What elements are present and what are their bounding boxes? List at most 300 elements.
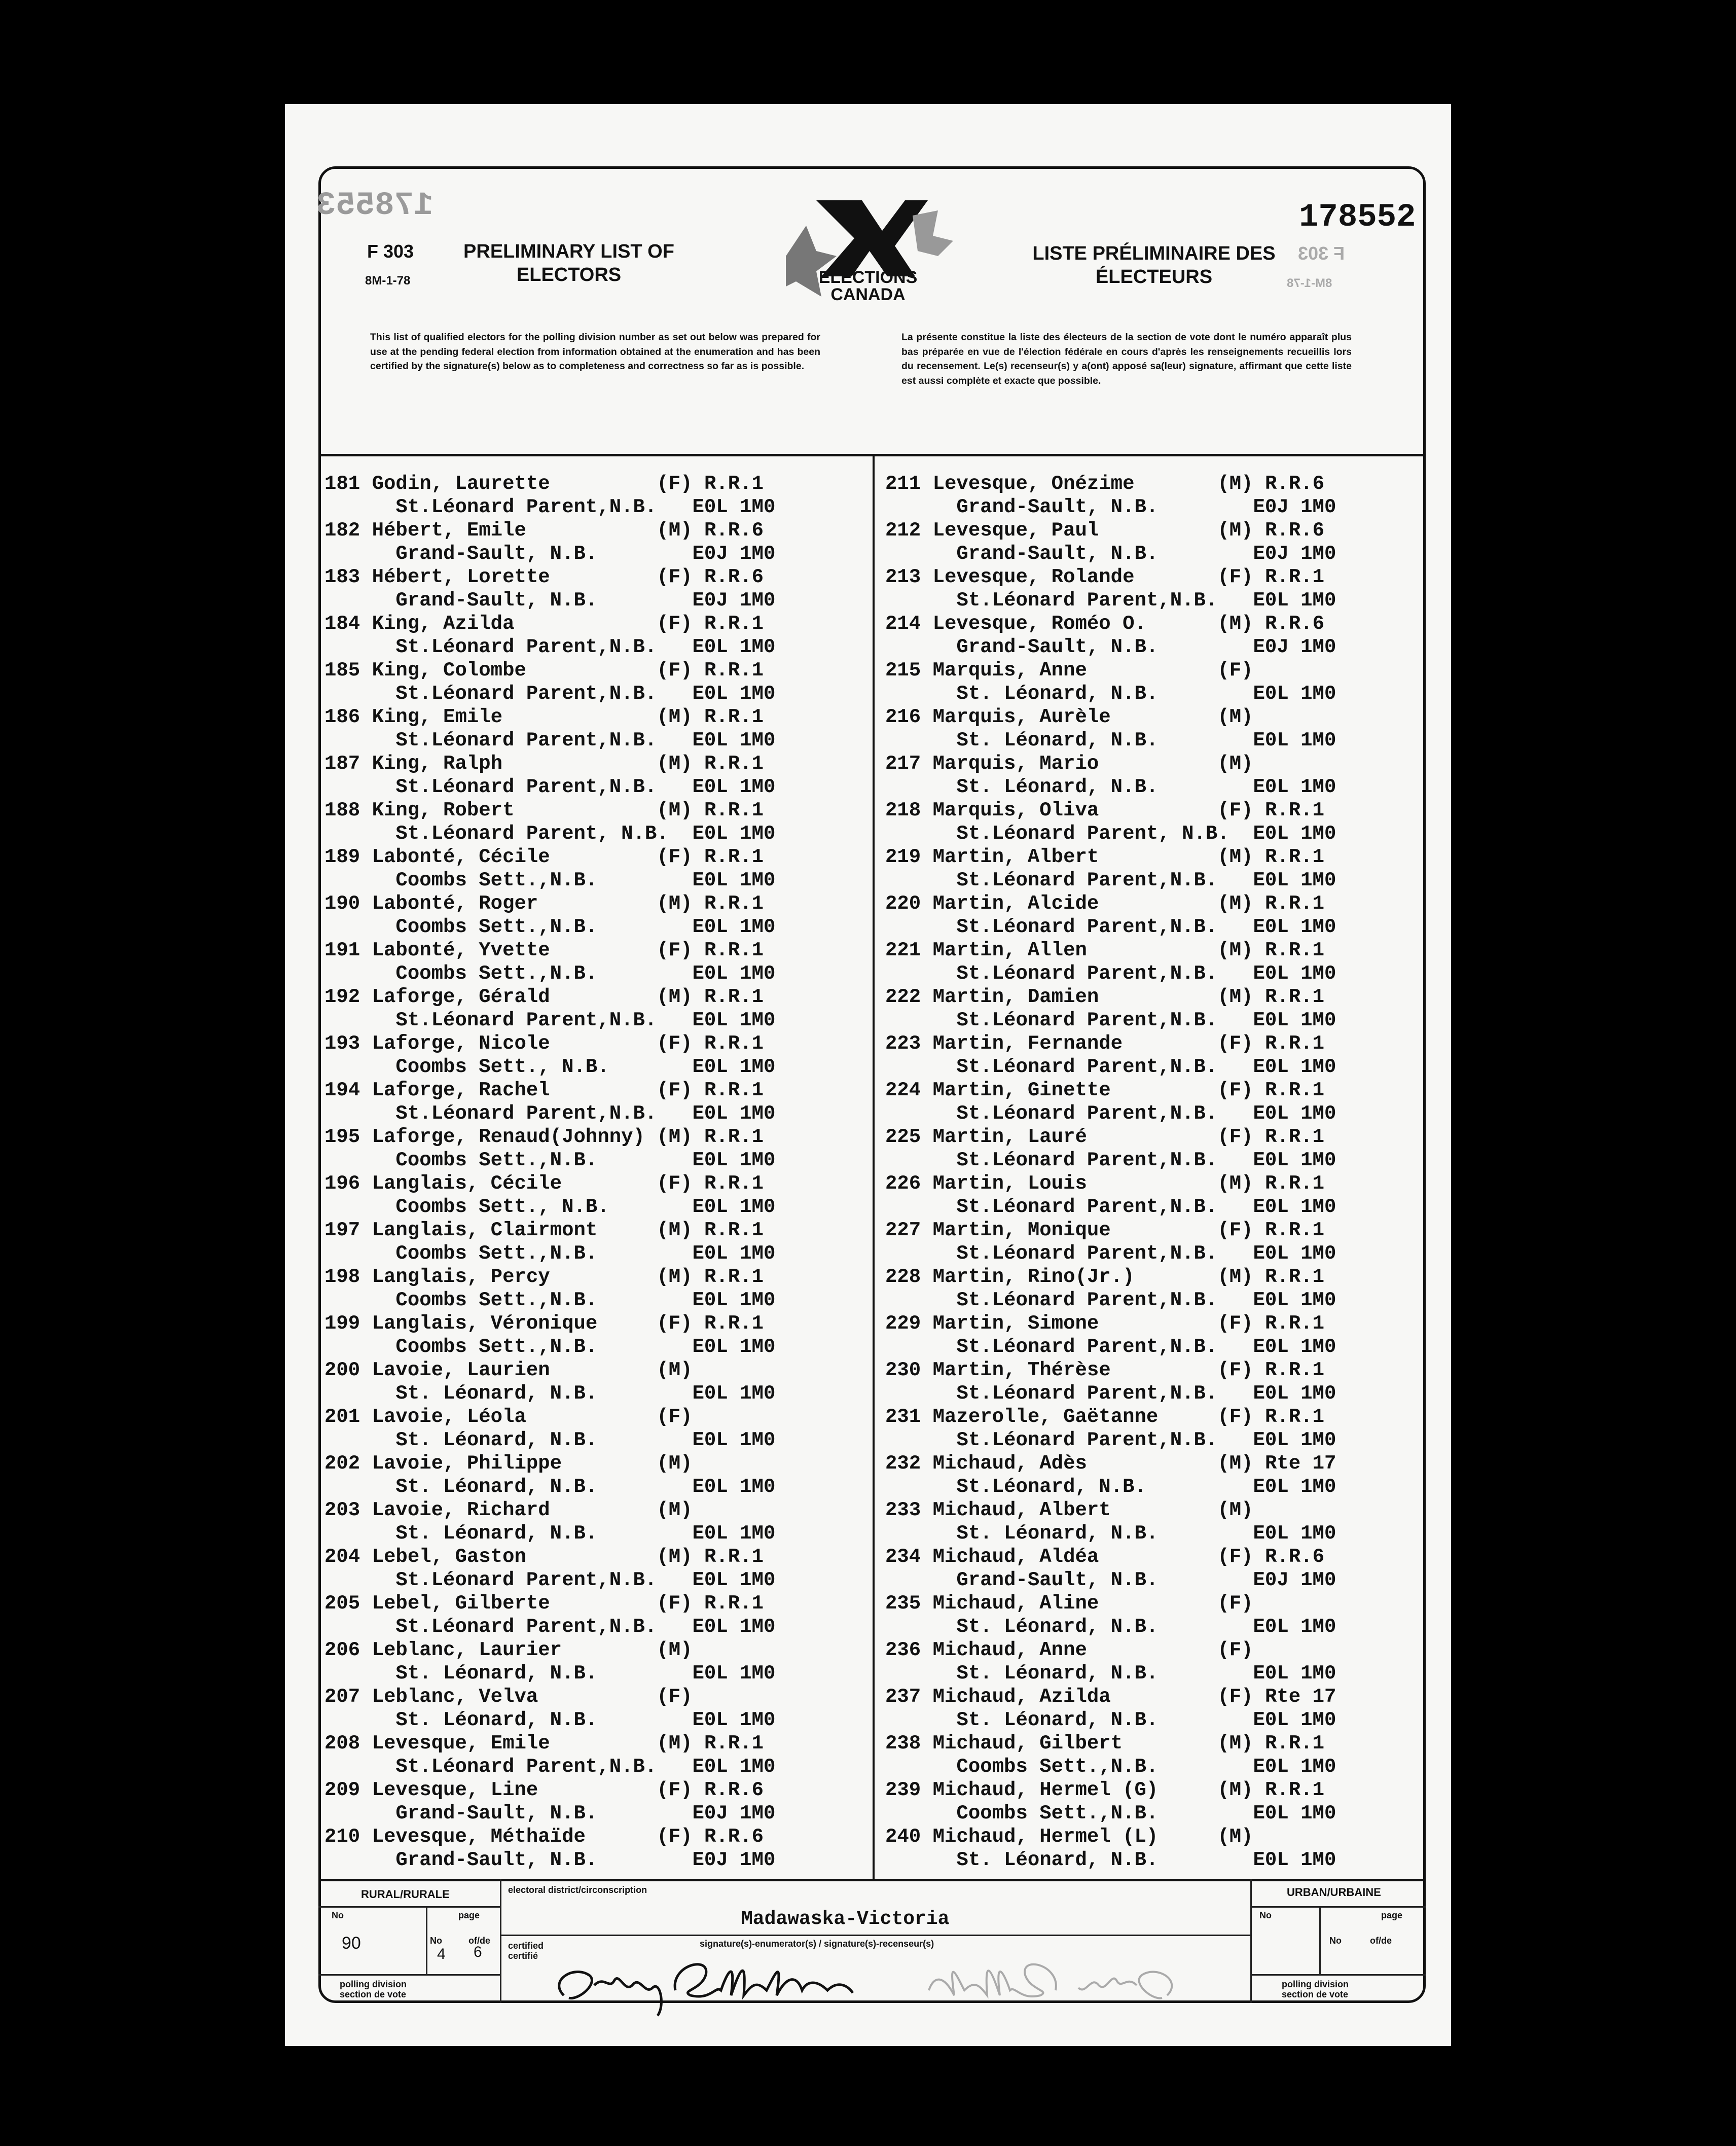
elector-address: St.Léonard Parent,N.B. [324, 1756, 693, 1778]
elector-number: 201 [324, 1406, 372, 1428]
elector-postal-code: E0L 1M0 [1253, 1849, 1336, 1871]
elector-address: Grand-Sault, N.B. [885, 1569, 1253, 1591]
elector-number: 211 [885, 473, 933, 495]
elector-postal-code: E0L 1M0 [692, 683, 776, 705]
elector-name: Levesque, Roméo O. [932, 613, 1218, 635]
elector-route: R.R.1 [1264, 1312, 1324, 1335]
elector-sex: (F) [657, 473, 704, 495]
elector-entry-line1 [885, 612, 1336, 635]
elector-route: R.R.1 [1264, 1032, 1324, 1055]
elector-number: 212 [885, 519, 933, 542]
elector-address: St. Léonard, N.B. [885, 1522, 1253, 1545]
footer-line [1250, 1879, 1252, 2003]
elector-postal-code: E0J 1M0 [692, 1802, 776, 1825]
elector-entry-line2 [324, 1522, 775, 1545]
elector-entry-line1 [324, 1452, 775, 1475]
elector-entry-line2 [324, 822, 775, 845]
elector-name: Lebel, Gilberte [372, 1592, 657, 1615]
elector-entry-line2 [885, 869, 1336, 892]
elector-route: R.R.1 [1264, 892, 1324, 915]
elector-name: Levesque, Rolande [932, 566, 1218, 588]
elector-sex: (F) [657, 1592, 704, 1615]
elector-address: Coombs Sett.,N.B. [324, 869, 693, 891]
elector-entry-line2 [885, 682, 1336, 705]
urban-page-label: page [1381, 1910, 1403, 1920]
elector-entry-line2 [324, 1382, 775, 1405]
elector-address: St. Léonard, N.B. [885, 1849, 1253, 1871]
elector-name: Lavoie, Léola [372, 1406, 657, 1428]
elector-route: R.R.1 [1264, 799, 1324, 821]
elector-entry-line2 [885, 542, 1336, 565]
elector-entry-line1 [885, 1638, 1336, 1662]
elector-route: R.R.1 [704, 1592, 764, 1615]
elector-entry-line2 [885, 589, 1336, 612]
elector-number: 214 [885, 613, 933, 635]
elector-entry-line2 [885, 1708, 1336, 1732]
elector-name: Michaud, Azilda [932, 1686, 1218, 1708]
rural-label: RURAL/RURALE [361, 1888, 450, 1901]
elector-number: 216 [885, 706, 933, 728]
elector-number: 224 [885, 1079, 933, 1101]
elector-route: R.R.1 [1264, 1266, 1324, 1288]
elector-address: St.Léonard Parent,N.B. [324, 776, 693, 798]
elector-number: 231 [885, 1406, 933, 1428]
elector-postal-code: E0L 1M0 [692, 822, 776, 845]
elector-address: St. Léonard, N.B. [885, 1709, 1253, 1731]
elector-entry-line2 [324, 775, 775, 799]
elector-number: 230 [885, 1359, 933, 1381]
elector-route: Rte 17 [1264, 1452, 1336, 1475]
footer-line [318, 1906, 501, 1908]
elector-postal-code: E0L 1M0 [692, 1429, 776, 1451]
elector-sex: (F) [657, 1032, 704, 1055]
elector-entry-line2 [324, 1055, 775, 1079]
elector-address: St. Léonard, N.B. [324, 1429, 693, 1451]
elector-address: St.Léonard Parent,N.B. [324, 496, 693, 518]
elector-name: Laforge, Renaud(Johnny) [372, 1126, 657, 1148]
elector-address: Coombs Sett.,N.B. [324, 916, 693, 938]
elector-number: 202 [324, 1452, 372, 1475]
elector-route: R.R.1 [1264, 1779, 1324, 1801]
elector-route: R.R.1 [704, 799, 764, 821]
document-sheet [285, 104, 1451, 2046]
elector-address: Coombs Sett.,N.B. [885, 1756, 1253, 1778]
elector-postal-code: E0L 1M0 [1253, 1476, 1336, 1498]
elector-name: Laforge, Gérald [372, 986, 657, 1008]
elector-sex: (M) [657, 1452, 704, 1475]
elector-number: 206 [324, 1639, 372, 1661]
elector-postal-code: E0L 1M0 [692, 1056, 776, 1078]
elector-entry-line2 [885, 775, 1336, 799]
elector-entry-line1 [885, 1452, 1336, 1475]
elector-sex: (M) [1217, 1779, 1265, 1801]
elector-entry-line1 [324, 845, 775, 869]
elector-number: 227 [885, 1219, 933, 1241]
elector-number: 194 [324, 1079, 372, 1101]
elector-number: 240 [885, 1826, 933, 1848]
elector-number: 225 [885, 1126, 933, 1148]
elector-route: R.R.1 [1264, 1172, 1324, 1195]
elector-address: Grand-Sault, N.B. [324, 589, 693, 612]
elector-sex: (M) [1217, 519, 1265, 542]
elector-number: 187 [324, 753, 372, 775]
form-code-mirrored: F 303 [1298, 243, 1345, 264]
elector-sex: (F) [657, 846, 704, 868]
elector-route: R.R.1 [1264, 1219, 1324, 1241]
elector-postal-code: E0L 1M0 [1253, 1662, 1336, 1685]
elector-number: 208 [324, 1732, 372, 1755]
elector-postal-code: E0J 1M0 [1253, 543, 1336, 565]
elector-route: R.R.1 [1264, 1126, 1324, 1148]
elector-entry-line1 [324, 1079, 775, 1102]
form-date-mirrored: 8M-1-78 [1287, 276, 1332, 290]
elector-sex: (F) [657, 1826, 704, 1848]
elector-entry-line2 [324, 682, 775, 705]
elector-sex: (F) [657, 1406, 704, 1428]
elector-name: Leblanc, Velva [372, 1686, 657, 1708]
elector-entry-line1 [324, 705, 775, 729]
elector-postal-code: E0L 1M0 [692, 496, 776, 518]
elector-name: Martin, Louis [932, 1172, 1218, 1195]
elector-postal-code: E0L 1M0 [1253, 729, 1336, 752]
elector-entry-line1 [885, 892, 1336, 915]
elector-number: 184 [324, 613, 372, 635]
elector-sex: (F) [1217, 566, 1265, 588]
elector-entry-line2 [885, 495, 1336, 519]
elector-number: 196 [324, 1172, 372, 1195]
elector-sex: (F) [1217, 1639, 1265, 1661]
elector-name: Mazerolle, Gaëtanne [932, 1406, 1218, 1428]
elector-postal-code: E0L 1M0 [692, 1476, 776, 1498]
elector-address: Grand-Sault, N.B. [324, 543, 693, 565]
elector-sex: (M) [657, 1219, 704, 1241]
elector-route: R.R.6 [704, 1826, 764, 1848]
elector-route: R.R.1 [704, 1312, 764, 1335]
elector-entry-line2 [885, 1195, 1336, 1219]
elector-entry-line2 [885, 1802, 1336, 1825]
elector-sex: (F) [1217, 1592, 1265, 1615]
elector-address: St.Léonard Parent,N.B. [324, 1616, 693, 1638]
electoral-district-label: electoral district/circonscription [508, 1885, 647, 1895]
elector-name: Martin, Thérèse [932, 1359, 1218, 1381]
elector-entry-line1 [885, 939, 1336, 962]
footer-line [1250, 1974, 1426, 1976]
elector-number: 228 [885, 1266, 933, 1288]
elector-route: R.R.1 [704, 1126, 764, 1148]
elector-postal-code: E0L 1M0 [692, 1616, 776, 1638]
elector-sex: (M) [657, 1359, 704, 1381]
elector-entry-line1 [324, 1405, 775, 1428]
elector-sex: (F) [1217, 1126, 1265, 1148]
elector-postal-code: E0L 1M0 [1253, 1802, 1336, 1825]
title-english: PRELIMINARY LIST OF ELECTORS [463, 241, 674, 285]
elector-sex: (M) [1217, 1452, 1265, 1475]
elector-route: R.R.1 [704, 706, 764, 728]
of-label: of/de [468, 1936, 490, 1946]
elector-entry-line1 [324, 752, 775, 775]
elector-sex: (M) [1217, 613, 1265, 635]
elector-sex: (F) [1217, 1079, 1265, 1101]
elector-address: St.Léonard Parent,N.B. [885, 869, 1253, 891]
elector-entry-line2 [885, 1662, 1336, 1685]
elector-number: 198 [324, 1266, 372, 1288]
elector-entry-line2 [885, 1475, 1336, 1498]
elector-sex: (F) [657, 566, 704, 588]
elector-sex: (M) [1217, 986, 1265, 1008]
elector-number: 197 [324, 1219, 372, 1241]
logo-text: ELECTIONS CANADA [818, 268, 918, 304]
elector-entry-line1 [885, 1405, 1336, 1428]
elector-name: Langlais, Cécile [372, 1172, 657, 1195]
elector-postal-code: E0L 1M0 [1253, 1382, 1336, 1405]
elector-address: St. Léonard, N.B. [324, 1522, 693, 1545]
elector-name: Martin, Allen [932, 939, 1218, 961]
elector-address: Coombs Sett.,N.B. [324, 1242, 693, 1265]
elector-postal-code: E0L 1M0 [1253, 1336, 1336, 1358]
elector-address: Grand-Sault, N.B. [885, 543, 1253, 565]
elector-route: R.R.6 [704, 519, 764, 542]
elector-address: Grand-Sault, N.B. [885, 636, 1253, 658]
elector-entry-line1 [885, 1312, 1336, 1335]
elector-entry-line2 [324, 1102, 775, 1125]
elector-name: King, Robert [372, 799, 657, 821]
elector-address: St.Léonard Parent,N.B. [324, 729, 693, 752]
elector-entry-line2 [324, 1662, 775, 1685]
title-french: LISTE PRÉLIMINAIRE DES ÉLECTEURS [1032, 243, 1276, 288]
elector-route: R.R.1 [1264, 1079, 1324, 1101]
elector-entry-line1 [885, 1778, 1336, 1802]
page-no-label: No [430, 1936, 442, 1946]
elector-sex: (M) [657, 1639, 704, 1661]
elector-route: R.R.1 [704, 1079, 764, 1101]
elector-name: Marquis, Mario [932, 753, 1218, 775]
elector-name: Martin, Damien [932, 986, 1218, 1008]
elector-entry-line2 [324, 869, 775, 892]
elector-route: R.R.1 [1264, 986, 1324, 1008]
elector-number: 229 [885, 1312, 933, 1335]
elector-entry-line2 [324, 1802, 775, 1825]
elector-address: St. Léonard, N.B. [324, 1476, 693, 1498]
elector-route: R.R.6 [1264, 613, 1324, 635]
column-divider [873, 454, 875, 1880]
elector-postal-code: E0L 1M0 [692, 1569, 776, 1591]
elector-sex: (M) [657, 1546, 704, 1568]
elector-name: Marquis, Oliva [932, 799, 1218, 821]
enumerator-signature [544, 1945, 858, 2021]
elector-sex: (F) [1217, 1032, 1265, 1055]
elector-entry-line2 [885, 1149, 1336, 1172]
elector-postal-code: E0L 1M0 [692, 1149, 776, 1171]
elector-entry-line1 [324, 1685, 775, 1708]
elector-entry-line1 [324, 1032, 775, 1055]
page-label: page [458, 1910, 480, 1920]
elector-entry-line2 [324, 1848, 775, 1872]
elector-entry-line2 [885, 1009, 1336, 1032]
elector-name: Labonté, Yvette [372, 939, 657, 961]
elector-entry-line2 [324, 495, 775, 519]
footer-line [1319, 1906, 1321, 1975]
signature-label: signature(s)-enumerator(s) / signature(s)-recenseur(s) [700, 1939, 934, 1949]
elector-postal-code: E0L 1M0 [1253, 1149, 1336, 1171]
elector-sex: (M) [1217, 1826, 1265, 1848]
elector-sex: (M) [657, 799, 704, 821]
elector-sex: (M) [657, 986, 704, 1008]
elector-entry-line2 [885, 962, 1336, 985]
elector-route: R.R.1 [1264, 1359, 1324, 1381]
elector-entry-line2 [324, 1615, 775, 1638]
elector-entry-line2 [324, 589, 775, 612]
elector-address: St.Léonard Parent,N.B. [885, 1149, 1253, 1171]
elector-sex: (M) [1217, 892, 1265, 915]
elector-number: 220 [885, 892, 933, 915]
elector-route: R.R.1 [704, 613, 764, 635]
elector-route: R.R.6 [1264, 473, 1324, 495]
elector-address: Grand-Sault, N.B. [324, 1849, 693, 1871]
elector-sex: (F) [657, 1779, 704, 1801]
elector-number: 193 [324, 1032, 372, 1055]
elector-number: 191 [324, 939, 372, 961]
elector-address: Grand-Sault, N.B. [885, 496, 1253, 518]
elector-route: R.R.6 [1264, 519, 1324, 542]
intro-french: La présente constitue la liste des électeurs de la section de vote dont le numéro apparaît plus bas préparée en vue de l'élection fédérale en cours d'après les renseignements recueillis lors du recensement. Le(s) recenseur(s) y a(ont) apposé sa(leur) signature, affirmant que cette liste est aussi complète et exacte que possible. [901, 332, 1352, 386]
elector-entry-line1 [885, 799, 1336, 822]
elector-address: St. Léonard, N.B. [885, 1662, 1253, 1685]
elector-number: 186 [324, 706, 372, 728]
electors-list-left [324, 472, 775, 1872]
elector-entry-line1 [324, 939, 775, 962]
elector-entry-line1 [885, 1498, 1336, 1522]
elector-entry-line2 [885, 1615, 1336, 1638]
elector-entry-line2 [324, 1708, 775, 1732]
elector-name: Michaud, Anne [932, 1639, 1218, 1661]
elector-number: 221 [885, 939, 933, 961]
elector-number: 213 [885, 566, 933, 588]
elector-sex: (M) [1217, 1499, 1265, 1521]
urban-page-no-label: No [1329, 1936, 1342, 1946]
elector-route: R.R.6 [704, 1779, 764, 1801]
elector-entry-line1 [885, 1592, 1336, 1615]
elector-name: Labonté, Roger [372, 892, 657, 915]
elector-entry-line1 [324, 1778, 775, 1802]
elector-postal-code: E0L 1M0 [692, 1242, 776, 1265]
elector-postal-code: E0L 1M0 [1253, 1056, 1336, 1078]
elector-number: 203 [324, 1499, 372, 1521]
elector-postal-code: E0L 1M0 [692, 916, 776, 938]
elector-name: Hébert, Emile [372, 519, 657, 542]
elector-entry-line2 [885, 1755, 1336, 1778]
elector-entry-line1 [324, 1545, 775, 1568]
elector-number: 192 [324, 986, 372, 1008]
elector-entry-line2 [885, 1568, 1336, 1592]
elector-postal-code: E0L 1M0 [692, 1009, 776, 1031]
elector-number: 238 [885, 1732, 933, 1755]
elector-sex: (M) [657, 892, 704, 915]
elector-entry-line1 [885, 1219, 1336, 1242]
elector-postal-code: E0L 1M0 [1253, 1616, 1336, 1638]
elector-name: Levesque, Méthaïde [372, 1826, 657, 1848]
elector-postal-code: E0L 1M0 [692, 1709, 776, 1731]
elector-number: 188 [324, 799, 372, 821]
elector-postal-code: E0L 1M0 [1253, 1522, 1336, 1545]
elector-sex: (M) [657, 1126, 704, 1148]
elector-name: King, Emile [372, 706, 657, 728]
elector-address: St.Léonard Parent,N.B. [885, 1242, 1253, 1265]
footer-divider [318, 1879, 1426, 1881]
serial-number-mirrored: 178553 [316, 188, 433, 224]
elector-entry-line2 [324, 542, 775, 565]
mirrored-signature-ghost [883, 1945, 1187, 2016]
elector-postal-code: E0J 1M0 [692, 1849, 776, 1871]
elector-postal-code: E0L 1M0 [1253, 776, 1336, 798]
elector-name: Langlais, Véronique [372, 1312, 657, 1335]
header-divider [318, 454, 1426, 456]
elector-entry-line2 [885, 1848, 1336, 1872]
form-date: 8M-1-78 [365, 274, 411, 288]
elector-address: Coombs Sett.,N.B. [324, 1336, 693, 1358]
elector-sex: (F) [1217, 1359, 1265, 1381]
elector-number: 190 [324, 892, 372, 915]
elector-name: Godin, Laurette [372, 473, 657, 495]
elector-number: 215 [885, 659, 933, 682]
elector-postal-code: E0L 1M0 [1253, 822, 1336, 845]
urban-polling-division-label: polling division section de vote [1282, 1979, 1349, 1999]
elector-postal-code: E0L 1M0 [692, 1522, 776, 1545]
elector-route: R.R.1 [704, 1732, 764, 1755]
elector-entry-line1 [324, 1638, 775, 1662]
elector-entry-line1 [885, 1545, 1336, 1568]
urban-label: URBAN/URBAINE [1287, 1886, 1381, 1899]
elector-entry-line1 [324, 472, 775, 495]
elector-address: St.Léonard Parent,N.B. [324, 683, 693, 705]
elector-sex: (F) [657, 939, 704, 961]
elector-entry-line2 [324, 962, 775, 985]
elector-postal-code: E0L 1M0 [1253, 1242, 1336, 1265]
elector-sex: (F) [657, 1079, 704, 1101]
elector-entry-line1 [324, 799, 775, 822]
elector-route: R.R.1 [704, 939, 764, 961]
elector-address: Grand-Sault, N.B. [324, 1802, 693, 1825]
elector-name: King, Ralph [372, 753, 657, 775]
elector-number: 233 [885, 1499, 933, 1521]
elector-postal-code: E0L 1M0 [1253, 962, 1336, 985]
elector-number: 236 [885, 1639, 933, 1661]
elector-entry-line2 [885, 1289, 1336, 1312]
elector-sex: (M) [657, 706, 704, 728]
elector-postal-code: E0L 1M0 [692, 636, 776, 658]
certified-label: certified certifié [508, 1941, 544, 1961]
elector-address: St.Léonard, N.B. [885, 1476, 1253, 1498]
footer-line [426, 1906, 427, 1975]
elector-entry-line1 [885, 1732, 1336, 1755]
elector-postal-code: E0L 1M0 [1253, 869, 1336, 891]
elector-postal-code: E0L 1M0 [692, 1289, 776, 1311]
elector-number: 207 [324, 1686, 372, 1708]
elector-entry-line2 [324, 1195, 775, 1219]
elector-postal-code: E0L 1M0 [692, 1336, 776, 1358]
elector-sex: (M) [657, 1732, 704, 1755]
elector-entry-line2 [324, 1289, 775, 1312]
elector-sex: (M) [1217, 1266, 1265, 1288]
elector-postal-code: E0J 1M0 [1253, 496, 1336, 518]
elector-name: Marquis, Anne [932, 659, 1218, 682]
elector-sex: (M) [657, 753, 704, 775]
elector-postal-code: E0J 1M0 [1253, 636, 1336, 658]
elector-name: Michaud, Hermel (G) [932, 1779, 1218, 1801]
elector-number: 182 [324, 519, 372, 542]
serial-number: 178552 [1299, 199, 1416, 236]
elector-address: St. Léonard, N.B. [324, 1709, 693, 1731]
elector-number: 217 [885, 753, 933, 775]
